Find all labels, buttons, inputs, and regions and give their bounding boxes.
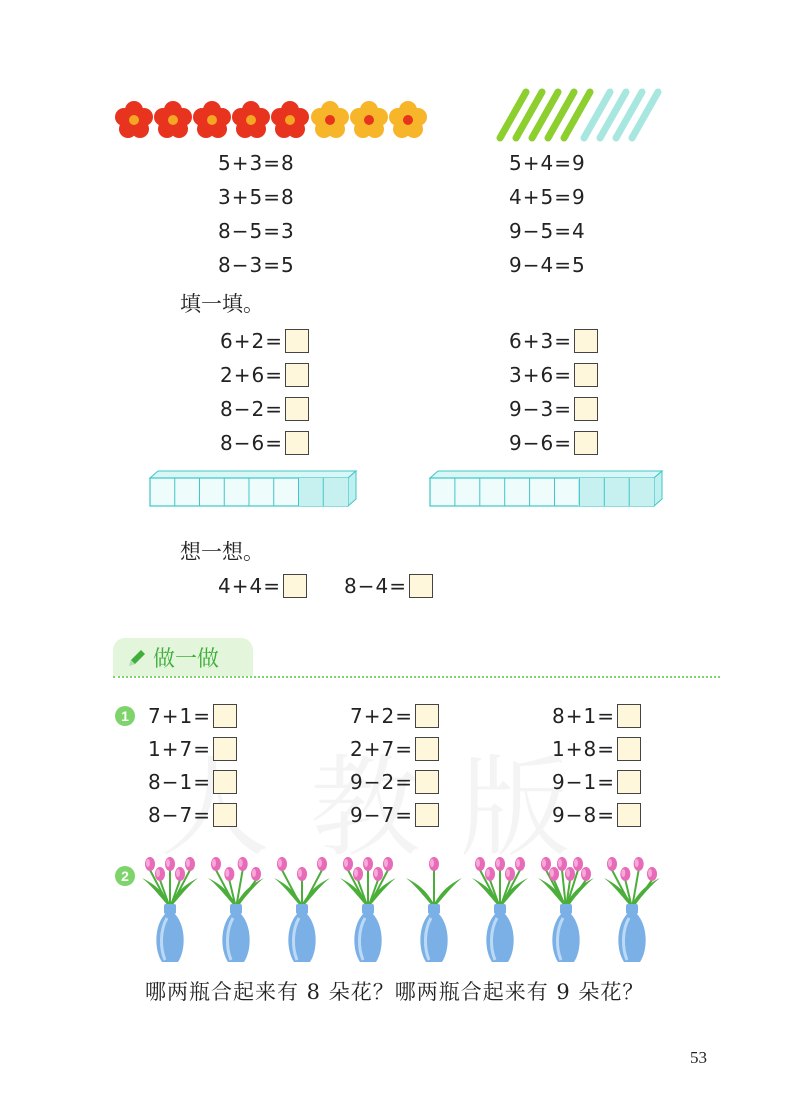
practice-item: 8−1= — [148, 769, 237, 796]
vase-with-flowers — [206, 850, 266, 968]
practice-item: 1+8= — [552, 736, 641, 763]
fill-item: 2+6= — [220, 362, 309, 389]
practice-item: 9−8= — [552, 802, 641, 829]
answer-box[interactable] — [617, 770, 641, 794]
answer-box[interactable] — [213, 704, 237, 728]
yellow-flowers — [311, 101, 427, 138]
question-number: 2 — [115, 866, 135, 886]
vase-with-flowers — [338, 850, 398, 968]
flowers-illustration — [112, 96, 432, 144]
vase-with-flowers — [536, 850, 596, 968]
fill-item: 6+2= — [220, 328, 309, 355]
practice-item: 7+2= — [350, 703, 439, 730]
practice-item: 2+7= — [350, 736, 439, 763]
vase-with-flowers — [272, 850, 332, 968]
answer-box[interactable] — [415, 704, 439, 728]
answer-box[interactable] — [285, 431, 309, 455]
answer-box[interactable] — [285, 363, 309, 387]
answer-box[interactable] — [213, 770, 237, 794]
answer-box[interactable] — [415, 737, 439, 761]
answer-box[interactable] — [617, 803, 641, 827]
sticks-illustration — [492, 88, 672, 146]
practice-item: 9−1= — [552, 769, 641, 796]
red-flowers — [115, 101, 309, 138]
example-equation: 5+4=9 — [509, 151, 586, 175]
example-equation: 9−4=5 — [509, 253, 586, 277]
example-equation: 4+5=9 — [509, 185, 586, 209]
answer-box[interactable] — [285, 329, 309, 353]
practice-item: 9−2= — [350, 769, 439, 796]
vase-with-flowers — [602, 850, 662, 968]
answer-box[interactable] — [617, 704, 641, 728]
vase-with-flowers — [140, 850, 200, 968]
example-equation: 3+5=8 — [218, 185, 295, 209]
fill-item: 8−2= — [220, 396, 309, 423]
think-item: 4+4= — [218, 573, 307, 600]
practice-title: 做一做 — [153, 647, 220, 672]
fill-item: 3+6= — [509, 362, 598, 389]
practice-item: 9−7= — [350, 802, 439, 829]
example-equation: 5+3=8 — [218, 151, 295, 175]
practice-tab — [113, 638, 253, 676]
vase-with-flowers — [470, 850, 530, 968]
fill-item: 8−6= — [220, 430, 309, 457]
example-equation: 8−3=5 — [218, 253, 295, 277]
fill-item: 9−3= — [509, 396, 598, 423]
cube-strip-8 — [148, 470, 360, 508]
answer-box[interactable] — [285, 397, 309, 421]
example-equation: 8−5=3 — [218, 219, 295, 243]
cube-strip-9 — [428, 470, 666, 508]
practice-item: 1+7= — [148, 736, 237, 763]
example-equation: 9−5=4 — [509, 219, 586, 243]
answer-box[interactable] — [213, 803, 237, 827]
answer-box[interactable] — [415, 770, 439, 794]
answer-box[interactable] — [574, 431, 598, 455]
answer-box[interactable] — [617, 737, 641, 761]
answer-box[interactable] — [415, 803, 439, 827]
answer-box[interactable] — [283, 574, 307, 598]
answer-box[interactable] — [213, 737, 237, 761]
think-item: 8−4= — [344, 573, 433, 600]
section-title-fill: 填一填。 — [180, 292, 264, 316]
practice-item: 8−7= — [148, 802, 237, 829]
section-title-think: 想一想。 — [180, 540, 264, 564]
vase-with-flowers — [404, 850, 464, 968]
answer-box[interactable] — [409, 574, 433, 598]
fill-item: 6+3= — [509, 328, 598, 355]
question-number: 1 — [115, 706, 135, 726]
section-divider — [113, 676, 720, 678]
practice-item: 8+1= — [552, 703, 641, 730]
answer-box[interactable] — [574, 397, 598, 421]
answer-box[interactable] — [574, 363, 598, 387]
question-2-text: 哪两瓶合起来有 8 朵花？哪两瓶合起来有 9 朵花？ — [145, 980, 645, 1004]
pencil-icon — [125, 646, 149, 670]
answer-box[interactable] — [574, 329, 598, 353]
practice-item: 7+1= — [148, 703, 237, 730]
fill-item: 9−6= — [509, 430, 598, 457]
page-number: 53 — [690, 1048, 707, 1067]
vases-illustration — [140, 850, 680, 968]
